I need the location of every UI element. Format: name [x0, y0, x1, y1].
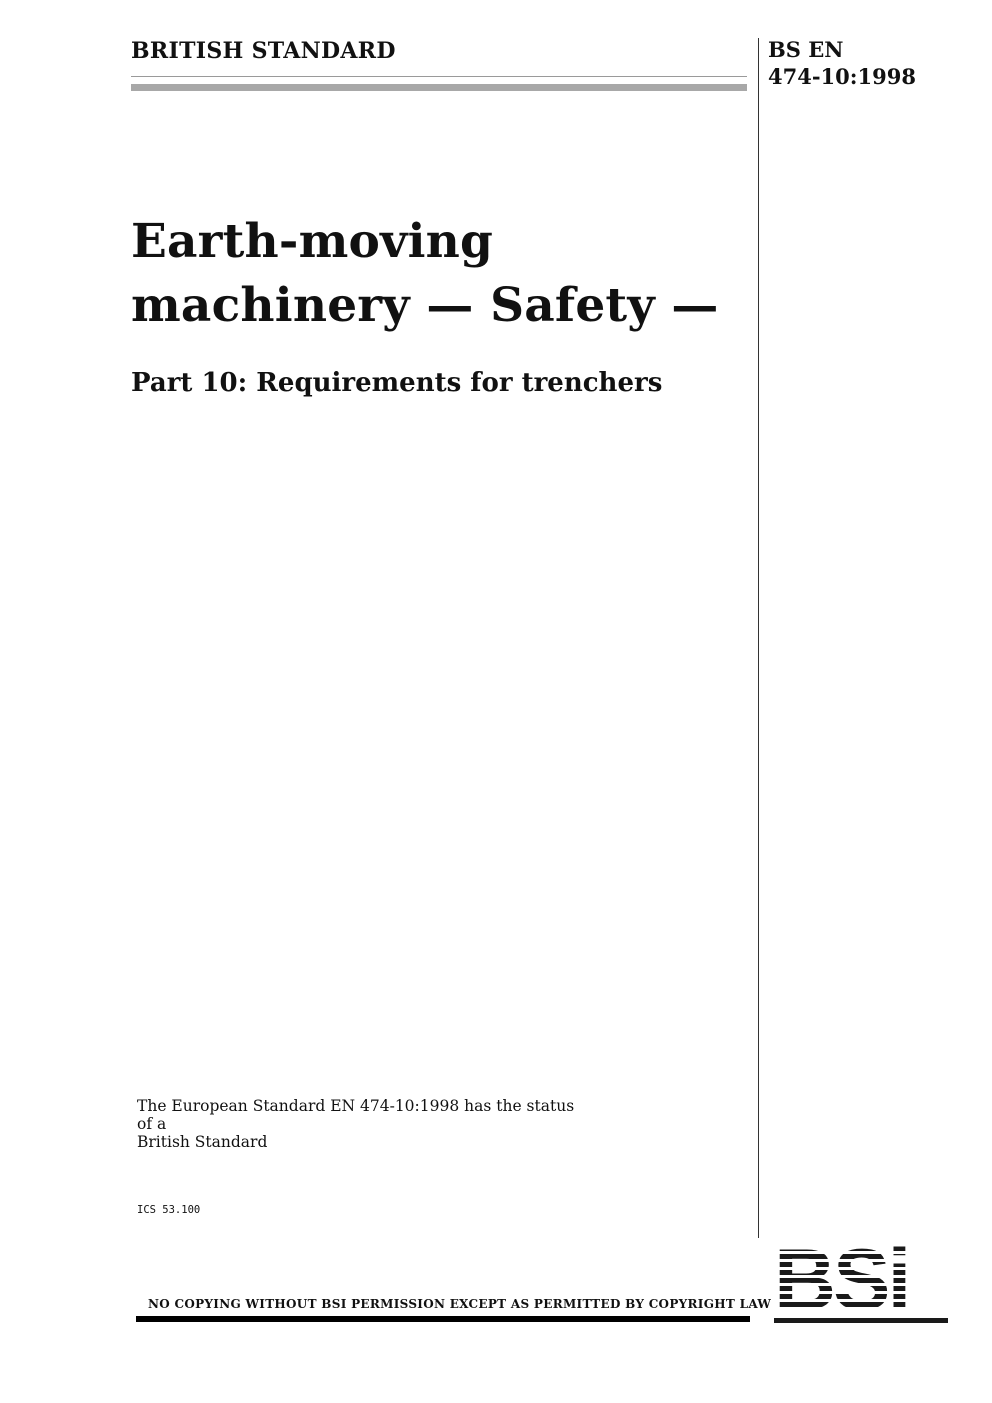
document-subtitle: Part 10: Requirements for trenchers [131, 368, 663, 398]
vertical-divider [758, 38, 759, 1238]
header-rule-thick [131, 84, 747, 91]
copyright-notice: NO COPYING WITHOUT BSI PERMISSION EXCEPT AS PERMITTED BY COPYRIGHT LAW [148, 1297, 772, 1311]
footer-rule [136, 1316, 750, 1322]
ics-code: ICS 53.100 [137, 1204, 201, 1216]
document-number-line1: BS EN [768, 37, 844, 62]
header-rule-thin [131, 76, 747, 77]
status-note-line1: The European Standard EN 474-10:1998 has the status of a [137, 1097, 575, 1133]
document-title-line2: machinery — Safety — [131, 278, 719, 333]
document-number-line2: 474-10:1998 [768, 64, 916, 89]
status-note [137, 1097, 577, 1151]
document-title [131, 210, 719, 338]
document-number [768, 36, 916, 90]
document-title-line1: Earth-moving [131, 214, 494, 269]
bsi-logo-icon [772, 1238, 950, 1324]
header-label: BRITISH STANDARD [131, 38, 396, 64]
status-note-line2: British Standard [137, 1133, 268, 1151]
